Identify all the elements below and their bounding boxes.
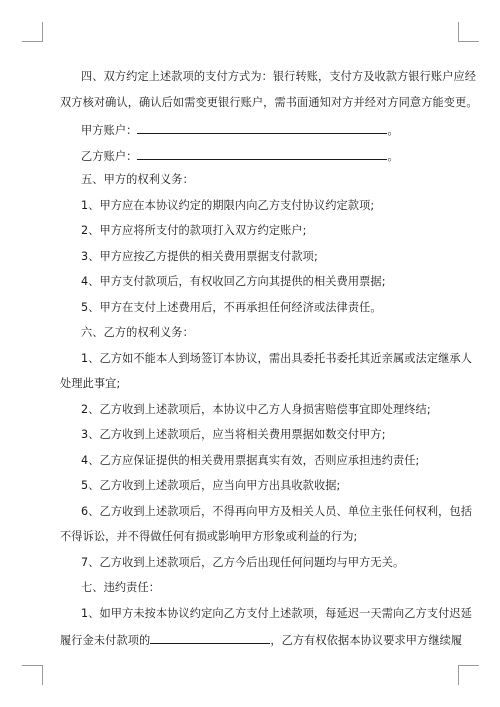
section-heading: 六、乙方的权利义务： [81, 326, 194, 339]
account-suffix: 。 [387, 150, 399, 163]
fill-blank [150, 632, 270, 644]
list-item: 7、乙方收到上述款项后，乙方今后出现任何问题均与甲方无关。 [81, 556, 405, 569]
list-item: 3、乙方收到上述款项后，应当将相关费用票据如数交付甲方; [81, 428, 386, 441]
paragraph-line: 双方核对确认，确认后如需变更银行账户，需书面通知对方并经对方同意方能变更。 [60, 96, 478, 109]
section-heading: 五、甲方的权利义务： [81, 173, 194, 186]
list-item: 4、乙方应保证提供的相关费用票据真实有效，否则应承担违约责任; [81, 454, 420, 467]
fill-blank [137, 148, 387, 160]
list-item: 4、甲方支付款项后，有权收回乙方向其提供的相关费用票据; [81, 275, 386, 288]
account-label: 甲方账户： [81, 124, 138, 137]
list-item-continuation [0, 632, 500, 648]
list-item: 2、甲方应将所支付的款项打入双方约定账户; [81, 224, 307, 237]
paragraph-line: 四、双方约定上述款项的支付方式为：银行转账，支付方及收款方银行账户应经 [81, 70, 477, 83]
list-item: 2、乙方收到上述款项后，本协议中乙方人身损害赔偿事宜即处理终结; [81, 403, 431, 416]
list-item: 6、乙方收到上述款项后，不得再向甲方及相关人员、单位主张任何权利，包括 [81, 505, 472, 518]
clause-suffix: ，乙方有权依据本协议要求甲方继续履 [270, 634, 463, 647]
list-item: 1、如甲方未按本协议约定向乙方支付上述款项，每延迟一天需向乙方支付迟延 [81, 607, 472, 620]
account-suffix: 。 [387, 124, 399, 137]
list-item: 3、甲方应按乙方提供的相关费用票据支付款项; [81, 250, 318, 263]
account-line-party-b [0, 148, 500, 164]
clause-prefix: 履行金未付款项的 [60, 634, 151, 647]
list-item: 5、甲方在支付上述费用后，不再承担任何经济或法律责任。 [81, 301, 382, 314]
list-item: 1、甲方应在本协议约定的期限内向乙方支付协议约定款项; [81, 199, 375, 212]
section-heading: 七、违约责任： [81, 581, 161, 594]
list-item: 1、乙方如不能本人到场签订本协议，需出具委托书委托其近亲属或法定继承人 [81, 352, 472, 365]
list-item: 5、乙方收到上述款项后，应当向甲方出具收款收据; [81, 479, 341, 492]
list-item-continuation: 不得诉讼，并不得做任何有损或影响甲方形象或利益的行为; [60, 530, 358, 543]
list-item-continuation: 处理此事宜; [60, 377, 121, 390]
fill-blank [137, 122, 387, 134]
account-line-party-a [0, 122, 500, 138]
account-label: 乙方账户： [81, 150, 138, 163]
